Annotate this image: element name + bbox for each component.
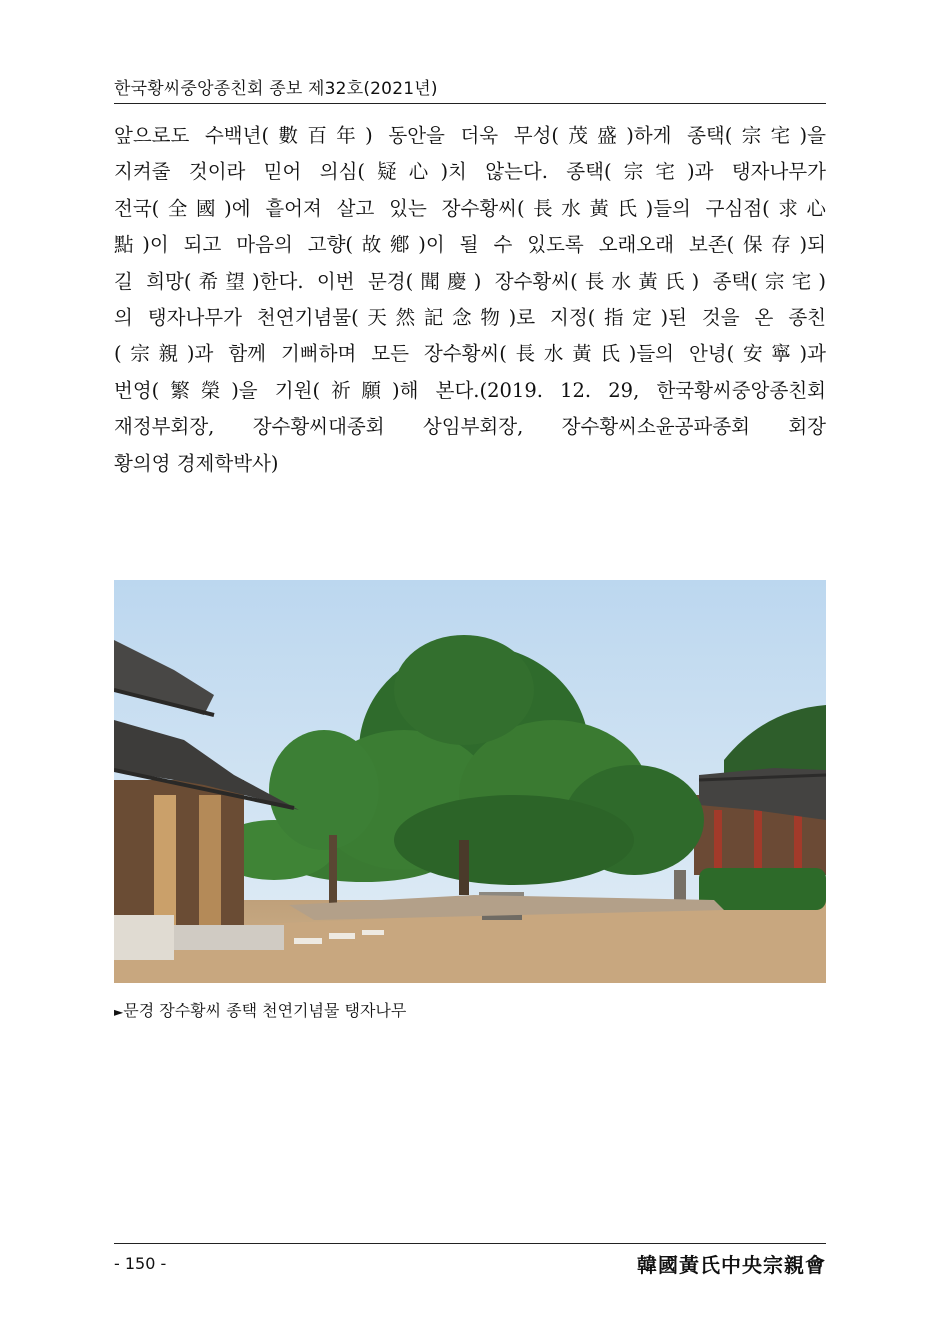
trifoliate-orange-tree-photo xyxy=(114,580,826,983)
caption-text: 문경 장수황씨 종택 천연기념물 탱자나무 xyxy=(123,1001,407,1020)
body-line: 앞으로도 수백년(數百年) 동안을 더욱 무성(茂盛)하게 종택(宗宅)을 xyxy=(114,124,826,147)
footer-rule xyxy=(114,1243,826,1244)
photo-caption xyxy=(114,998,406,1021)
body-line: 지켜줄 것이라 믿어 의심(疑心)치 않는다. 종택(宗宅)과 탱자나무가 xyxy=(114,160,826,184)
header-rule xyxy=(114,103,826,104)
body-line: (宗親)과 함께 기뻐하며 모든 장수황씨(長水黃氏)들의 안녕(安寧)과 xyxy=(114,342,826,366)
body-line: 번영(繁榮)을 기원(祈願)해 본다.(2019. 12. 29, 한국황씨중앙종친회 xyxy=(114,378,826,402)
caption-arrow-icon: ► xyxy=(114,1005,124,1019)
body-line: 길 희망(希望)한다. 이번 문경(聞慶) 장수황씨(長水黃氏) 종택(宗宅) xyxy=(114,269,826,293)
body-line: 황의영 경제학박사) xyxy=(114,451,279,475)
publisher-brand: 韓國黃氏中央宗親會 xyxy=(637,1253,826,1277)
body-line: 點)이 되고 마음의 고향(故鄕)이 될 수 있도록 오래오래 보존(保存)되 xyxy=(114,233,826,257)
body-line: 의 탱자나무가 천연기념물(天然記念物)로 지정(指定)된 것을 온 종친 xyxy=(114,305,826,329)
body-line: 전국(全國)에 흩어져 살고 있는 장수황씨(長水黃氏)들의 구심점(求心 xyxy=(114,196,826,220)
article-body xyxy=(114,118,826,482)
body-line: 재정부회장, 장수황씨대종회 상임부회장, 장수황씨소윤공파종회 회장 xyxy=(114,415,826,439)
running-header: 한국황씨중앙종친회 종보 제32호(2021년) xyxy=(114,79,438,99)
page-number: - 150 - xyxy=(114,1254,167,1273)
